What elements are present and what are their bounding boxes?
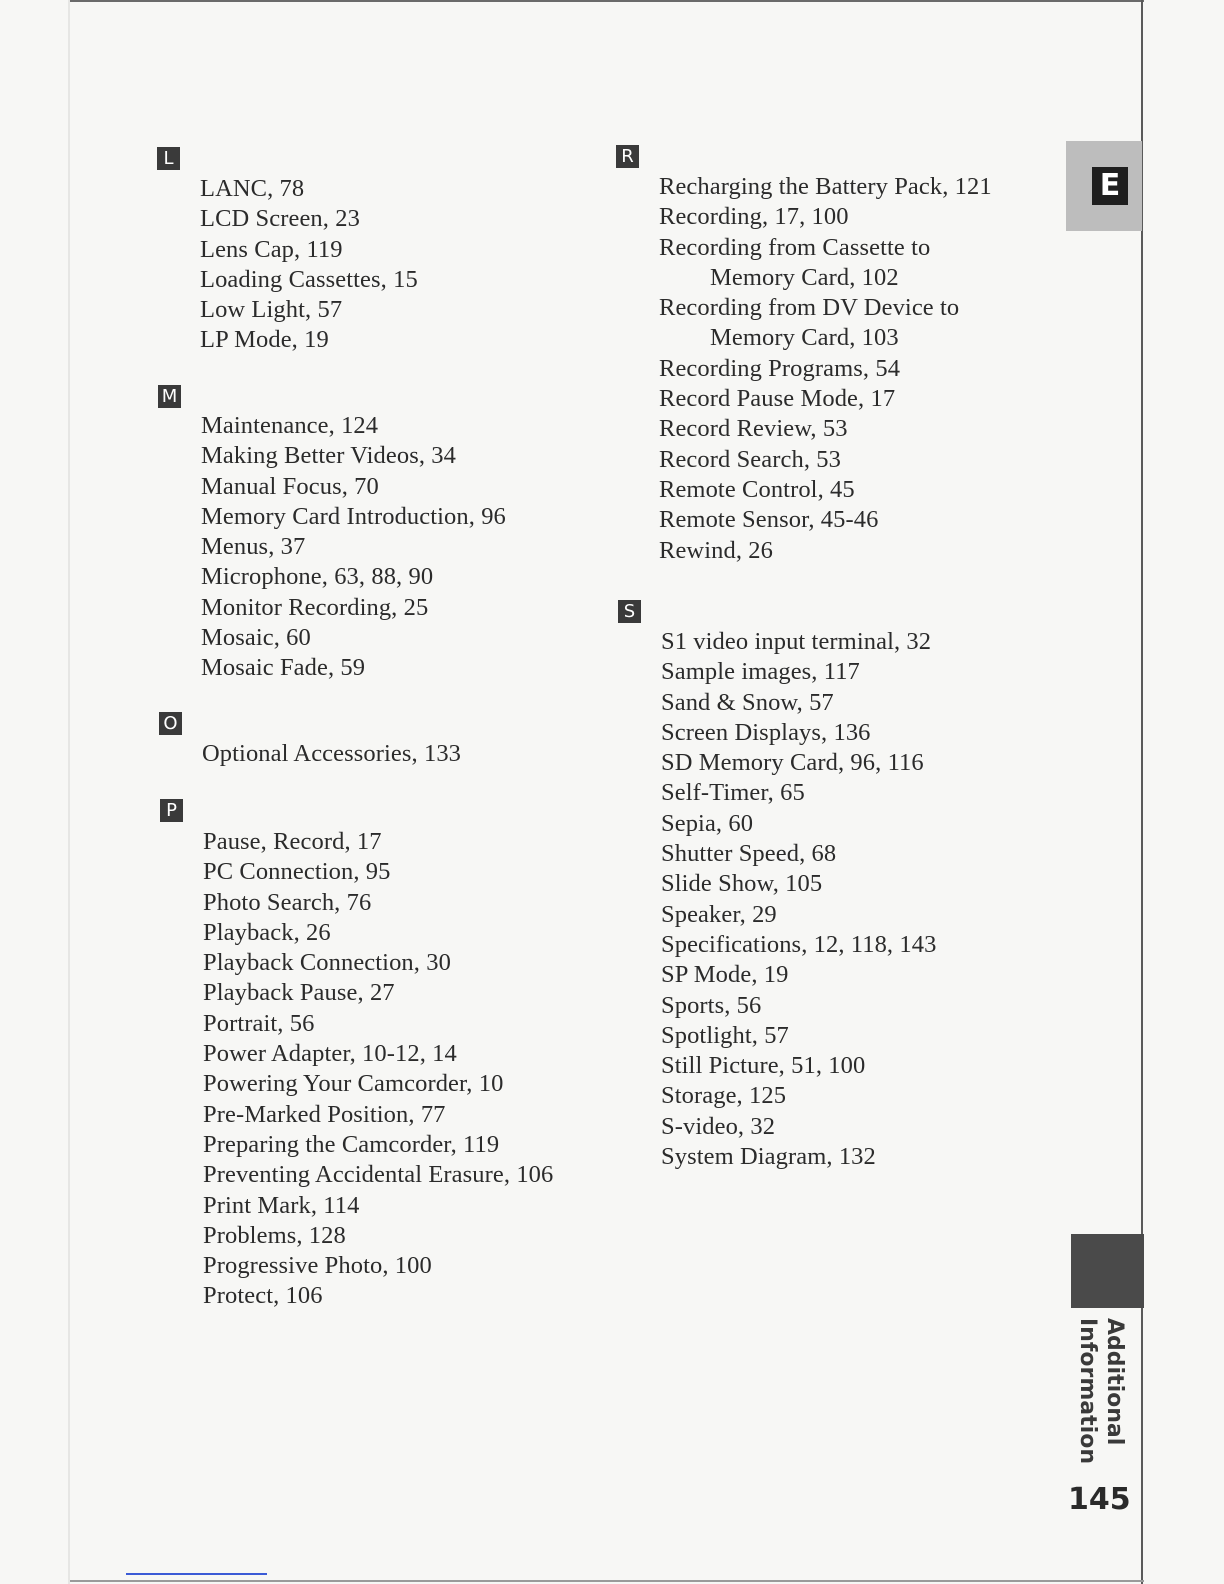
index-entry: Recharging the Battery Pack, 121 bbox=[659, 173, 992, 200]
index-entry: SP Mode, 19 bbox=[661, 961, 789, 989]
index-entry: Protect, 106 bbox=[203, 1282, 323, 1310]
index-entry: System Diagram, 132 bbox=[661, 1143, 876, 1171]
index-entry-continuation: Memory Card, 103 bbox=[710, 324, 899, 352]
section-entries-s bbox=[661, 627, 936, 1172]
index-entry: Problems, 128 bbox=[203, 1221, 346, 1249]
section-letter-s: S bbox=[618, 600, 641, 623]
page-left-edge bbox=[68, 0, 70, 1584]
index-entry: Rewind, 26 bbox=[659, 536, 773, 564]
index-entry: Memory Card Introduction, 96 bbox=[201, 502, 506, 530]
index-entry: LCD Screen, 23 bbox=[200, 205, 360, 233]
index-entry: Maintenance, 124 bbox=[201, 412, 379, 439]
index-entry: Still Picture, 51, 100 bbox=[661, 1052, 866, 1080]
index-entry: S-video, 32 bbox=[661, 1112, 776, 1140]
index-entry: Self-Timer, 65 bbox=[661, 779, 805, 807]
section-entries-p bbox=[203, 827, 553, 1312]
index-entry: Sports, 56 bbox=[661, 991, 762, 1019]
index-entry: Sand & Snow, 57 bbox=[661, 688, 834, 716]
index-entry: Playback Pause, 27 bbox=[203, 979, 395, 1007]
section-letter-o: O bbox=[159, 712, 182, 735]
index-entry: Preparing the Camcorder, 119 bbox=[203, 1130, 500, 1158]
index-entry: Sample images, 117 bbox=[661, 658, 860, 686]
index-entry: Progressive Photo, 100 bbox=[203, 1252, 432, 1280]
index-entry: Print Mark, 114 bbox=[203, 1191, 360, 1219]
section-marker-block bbox=[1071, 1234, 1144, 1308]
section-entries-l bbox=[200, 174, 418, 356]
index-entry: Slide Show, 105 bbox=[661, 870, 823, 898]
index-entry: Recording Programs, 54 bbox=[659, 354, 901, 382]
index-entry: Recording from Cassette to bbox=[659, 233, 931, 261]
index-entry: Record Search, 53 bbox=[659, 445, 841, 473]
index-entry: Recording from DV Device to bbox=[659, 294, 960, 322]
index-entry: Making Better Videos, 34 bbox=[201, 442, 456, 470]
index-entry: Pre-Marked Position, 77 bbox=[203, 1100, 446, 1128]
section-entries-m bbox=[201, 411, 506, 684]
index-entry: Powering Your Camcorder, 10 bbox=[203, 1070, 504, 1098]
index-entry: Loading Cassettes, 15 bbox=[200, 265, 418, 293]
index-entry: Mosaic Fade, 59 bbox=[201, 654, 366, 682]
section-letter-m: M bbox=[158, 385, 181, 408]
index-entry: Specifications, 12, 118, 143 bbox=[661, 930, 937, 958]
index-entry: Photo Search, 76 bbox=[203, 888, 372, 916]
section-letter-l: L bbox=[157, 147, 180, 170]
index-entry: Screen Displays, 136 bbox=[661, 718, 871, 746]
index-entry: Mosaic, 60 bbox=[201, 624, 311, 652]
index-entry: Record Pause Mode, 17 bbox=[659, 385, 896, 413]
index-entry: PC Connection, 95 bbox=[203, 858, 391, 886]
index-entry: LANC, 78 bbox=[200, 175, 305, 202]
index-entry: Low Light, 57 bbox=[200, 296, 343, 324]
index-entry: Storage, 125 bbox=[661, 1082, 787, 1110]
index-entry: Menus, 37 bbox=[201, 533, 306, 561]
section-side-label: Additional Information bbox=[1075, 1318, 1127, 1464]
index-entry: Preventing Accidental Erasure, 106 bbox=[203, 1161, 554, 1189]
index-entry: Sepia, 60 bbox=[661, 809, 754, 837]
section-letter-r: R bbox=[616, 145, 639, 168]
page-number: 145 bbox=[1068, 1482, 1131, 1517]
index-entry: Playback Connection, 30 bbox=[203, 949, 451, 977]
page-right-rule bbox=[1141, 0, 1143, 1584]
index-entry: LP Mode, 19 bbox=[200, 326, 329, 354]
section-letter-p: P bbox=[160, 799, 183, 822]
index-entry: Optional Accessories, 133 bbox=[202, 740, 462, 767]
index-entry: Manual Focus, 70 bbox=[201, 472, 379, 500]
index-entry: Monitor Recording, 25 bbox=[201, 593, 429, 621]
index-entry-continuation: Memory Card, 102 bbox=[710, 263, 899, 291]
index-entry: S1 video input terminal, 32 bbox=[661, 628, 932, 655]
index-entry: Remote Control, 45 bbox=[659, 475, 855, 503]
index-entry: Microphone, 63, 88, 90 bbox=[201, 563, 434, 591]
chapter-letter-badge: E bbox=[1092, 167, 1128, 205]
index-entry: Playback, 26 bbox=[203, 918, 331, 946]
index-entry: Power Adapter, 10-12, 14 bbox=[203, 1040, 457, 1068]
index-entry: Remote Sensor, 45-46 bbox=[659, 506, 879, 534]
index-entry: Speaker, 29 bbox=[661, 900, 777, 928]
index-entry: Record Review, 53 bbox=[659, 415, 848, 443]
bottom-mark-line bbox=[126, 1573, 267, 1575]
index-entry: Lens Cap, 119 bbox=[200, 235, 343, 263]
index-entry: Spotlight, 57 bbox=[661, 1021, 789, 1049]
index-entry: Recording, 17, 100 bbox=[659, 203, 849, 231]
section-entries-r bbox=[659, 172, 992, 566]
index-entry: Portrait, 56 bbox=[203, 1009, 315, 1037]
page-bottom-rule bbox=[70, 1580, 1144, 1582]
index-entry: Shutter Speed, 68 bbox=[661, 840, 837, 868]
index-entry: Pause, Record, 17 bbox=[203, 828, 382, 855]
page-top-rule bbox=[68, 0, 1144, 2]
index-entry: SD Memory Card, 96, 116 bbox=[661, 749, 924, 777]
section-entries-o bbox=[202, 739, 461, 769]
